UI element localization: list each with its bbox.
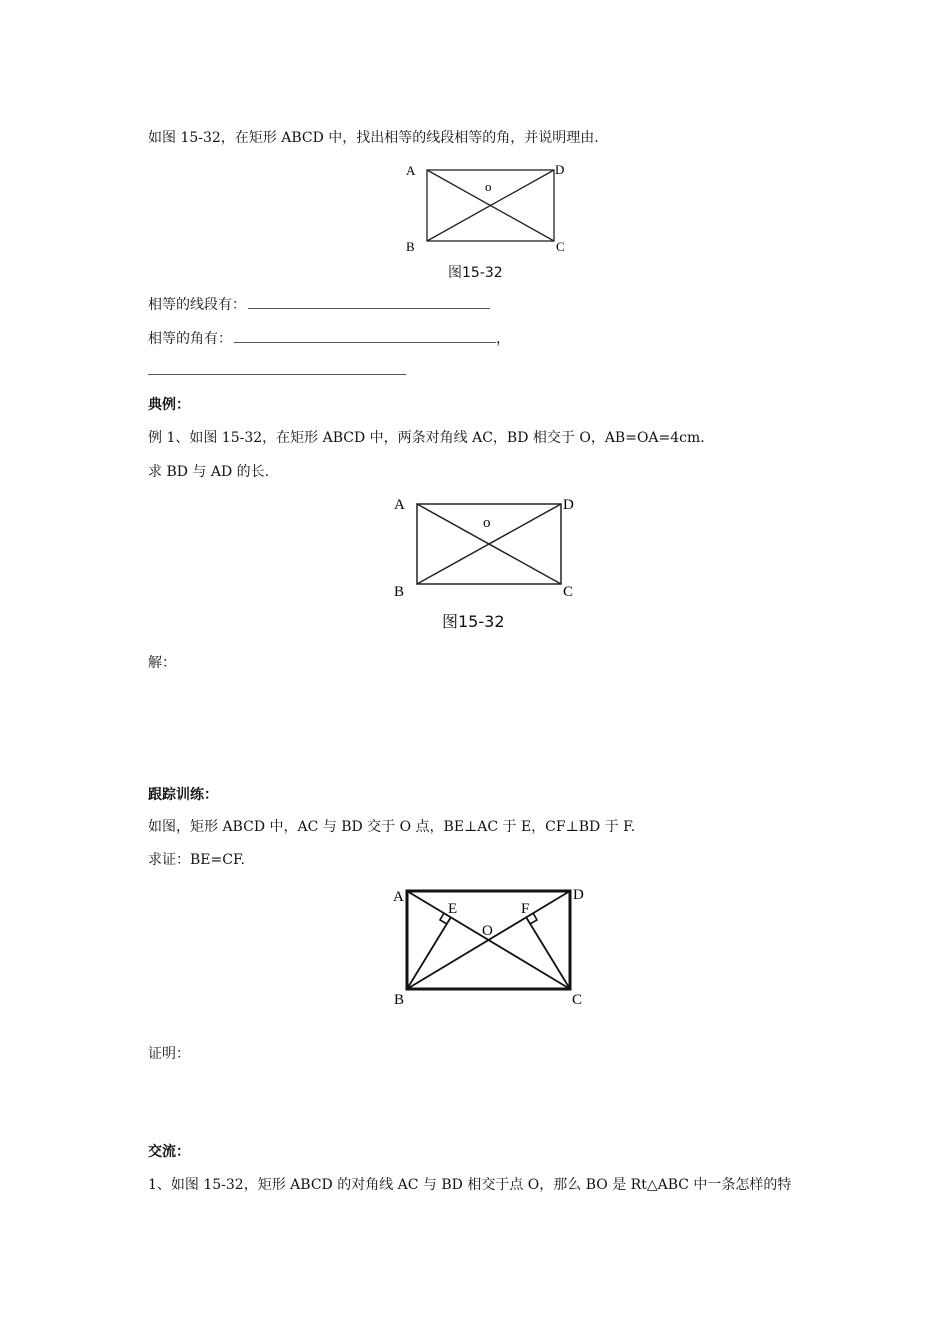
figure-1-label-d: D xyxy=(555,162,565,177)
figure-3 xyxy=(388,880,588,1010)
equal-segments-blank[interactable] xyxy=(248,296,490,309)
equal-segments-label: 相等的线段有： xyxy=(148,297,246,313)
figure-2-label-c: C xyxy=(563,584,574,600)
figure-1-label-c: C xyxy=(556,239,565,254)
intro-text: 如图 15-32，在矩形 ABCD 中，找出相等的线段相等的角，并说明理由. xyxy=(148,130,599,146)
equal-angles-blank-2[interactable] xyxy=(148,362,406,375)
equal-angles-row xyxy=(148,330,510,348)
figure-1-label-b: B xyxy=(406,239,415,254)
figure-1-label-a: A xyxy=(406,163,416,178)
example-line-1: 例 1、如图 15-32，在矩形 ABCD 中，两条对角线 AC，BD 相交于 O，AB=OA=4cm. xyxy=(148,430,705,446)
exchange-line-1: 1、如图 15-32，矩形 ABCD 的对角线 AC 与 BD 相交于点 O，那么 BO 是 Rt△ABC 中一条怎样的特 xyxy=(148,1177,792,1193)
figure-3-label-c: C xyxy=(572,992,583,1008)
equal-segments-row xyxy=(148,296,490,314)
figure-2-label-o: o xyxy=(483,515,491,531)
figure-2-caption: 图15-32 xyxy=(442,612,505,631)
figure-2 xyxy=(390,492,590,602)
equal-angles-continuation-row xyxy=(148,362,406,380)
figure-2-label-d: D xyxy=(563,497,574,513)
figure-2-label-b: B xyxy=(394,584,405,600)
figure-1-caption: 图15-32 xyxy=(448,265,503,281)
figure-3-segment-be xyxy=(407,917,451,989)
figure-3-segment-cf xyxy=(526,917,570,989)
figure-1 xyxy=(400,158,570,258)
figure-1-label-o: o xyxy=(485,179,492,194)
exchange-heading: 交流： xyxy=(148,1144,190,1160)
solution-label: 解： xyxy=(148,655,176,671)
example-heading: 典例： xyxy=(148,397,190,413)
practice-line-2: 求证：BE=CF. xyxy=(148,852,245,868)
equal-angles-comma: ， xyxy=(496,331,510,347)
figure-3-label-b: B xyxy=(394,992,405,1008)
equal-angles-blank[interactable] xyxy=(234,330,496,343)
figure-3-label-o: O xyxy=(482,923,493,939)
proof-label: 证明： xyxy=(148,1046,190,1062)
equal-angles-label: 相等的角有： xyxy=(148,331,232,347)
figure-3-label-f: F xyxy=(521,901,530,917)
practice-heading: 跟踪训练： xyxy=(148,787,218,803)
figure-3-label-d: D xyxy=(573,887,584,903)
example-line-2: 求 BD 与 AD 的长. xyxy=(148,464,270,480)
figure-3-label-e: E xyxy=(448,901,458,917)
figure-2-label-a: A xyxy=(394,497,405,513)
practice-line-1: 如图，矩形 ABCD 中，AC 与 BD 交于 O 点，BE⊥AC 于 E，CF⊥BD 于 F. xyxy=(148,819,636,835)
figure-3-label-a: A xyxy=(393,889,404,905)
